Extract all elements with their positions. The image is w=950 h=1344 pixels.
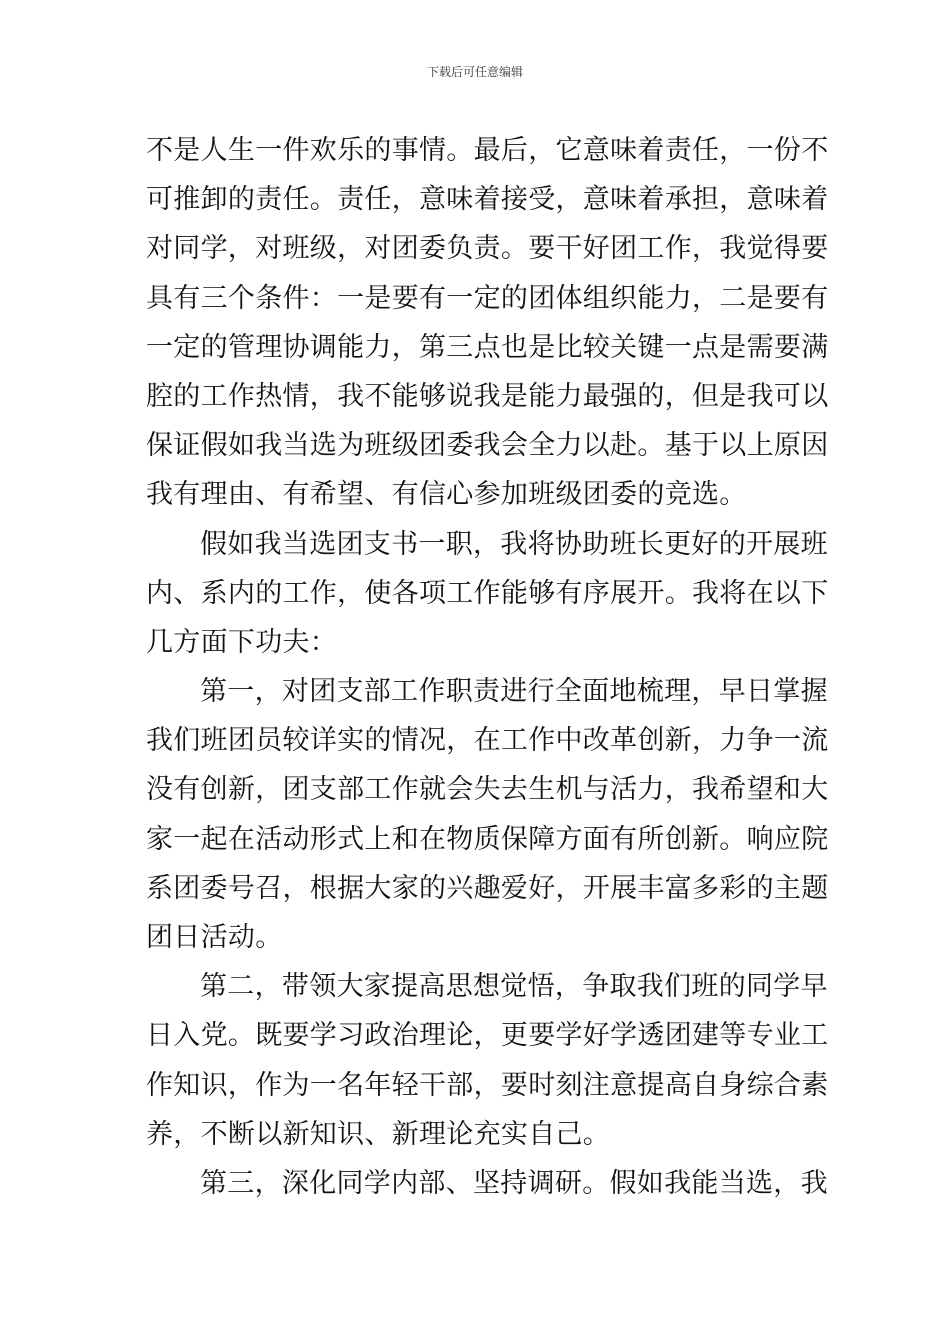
text-line: 具有三个条件：一是要有一定的团体组织能力，二是要有 [146,282,829,314]
text-line: 养，不断以新知识、新理论充实自己。 [146,1118,611,1150]
text-line: 对同学，对班级，对团委负责。要干好团工作，我觉得要 [146,233,829,265]
paragraph-first-line: 第二，带领大家提高思想觉悟，争取我们班的同学早 [200,971,828,1003]
text-line: 我有理由、有希望、有信心参加班级团委的竞选。 [146,479,747,511]
text-line: 可推卸的责任。责任，意味着接受，意味着承担，意味着 [146,184,829,216]
text-line: 我们班团员较详实的情况，在工作中改革创新，力争一流 [146,725,829,757]
text-line: 保证假如我当选为班级团委我会全力以赴。基于以上原因 [146,430,829,462]
text-line: 家一起在活动形式上和在物质保障方面有所创新。响应院 [146,823,829,855]
text-line: 作知识，作为一名年轻干部，要时刻注意提高自身综合素 [146,1069,829,1101]
text-line: 几方面下功夫： [146,626,338,658]
text-line: 不是人生一件欢乐的事情。最后，它意味着责任，一份不 [146,135,829,166]
paragraph-first-line: 第一，对团支部工作职责进行全面地梳理，早日掌握 [200,676,828,708]
paragraph-first-line: 假如我当选团支书一职，我将协助班长更好的开展班 [200,528,828,560]
text-line: 没有创新，团支部工作就会失去生机与活力，我希望和大 [146,774,829,806]
text-line: 日入党。既要学习政治理论，更要学好学透团建等专业工 [146,1020,829,1052]
page-header: 下载后可任意编辑 [426,65,523,79]
paragraph-first-line: 第三，深化同学内部、坚持调研。假如我能当选，我 [200,1167,828,1199]
body-text [146,126,829,1208]
text-line: 系团委号召，根据大家的兴趣爱好，开展丰富多彩的主题 [146,872,829,904]
text-line: 腔的工作热情，我不能够说我是能力最强的，但是我可以 [146,380,829,412]
text-line: 团日活动。 [146,922,283,953]
text-line: 一定的管理协调能力，第三点也是比较关键一点是需要满 [146,331,829,363]
text-line: 内、系内的工作，使各项工作能够有序展开。我将在以下 [146,577,829,609]
